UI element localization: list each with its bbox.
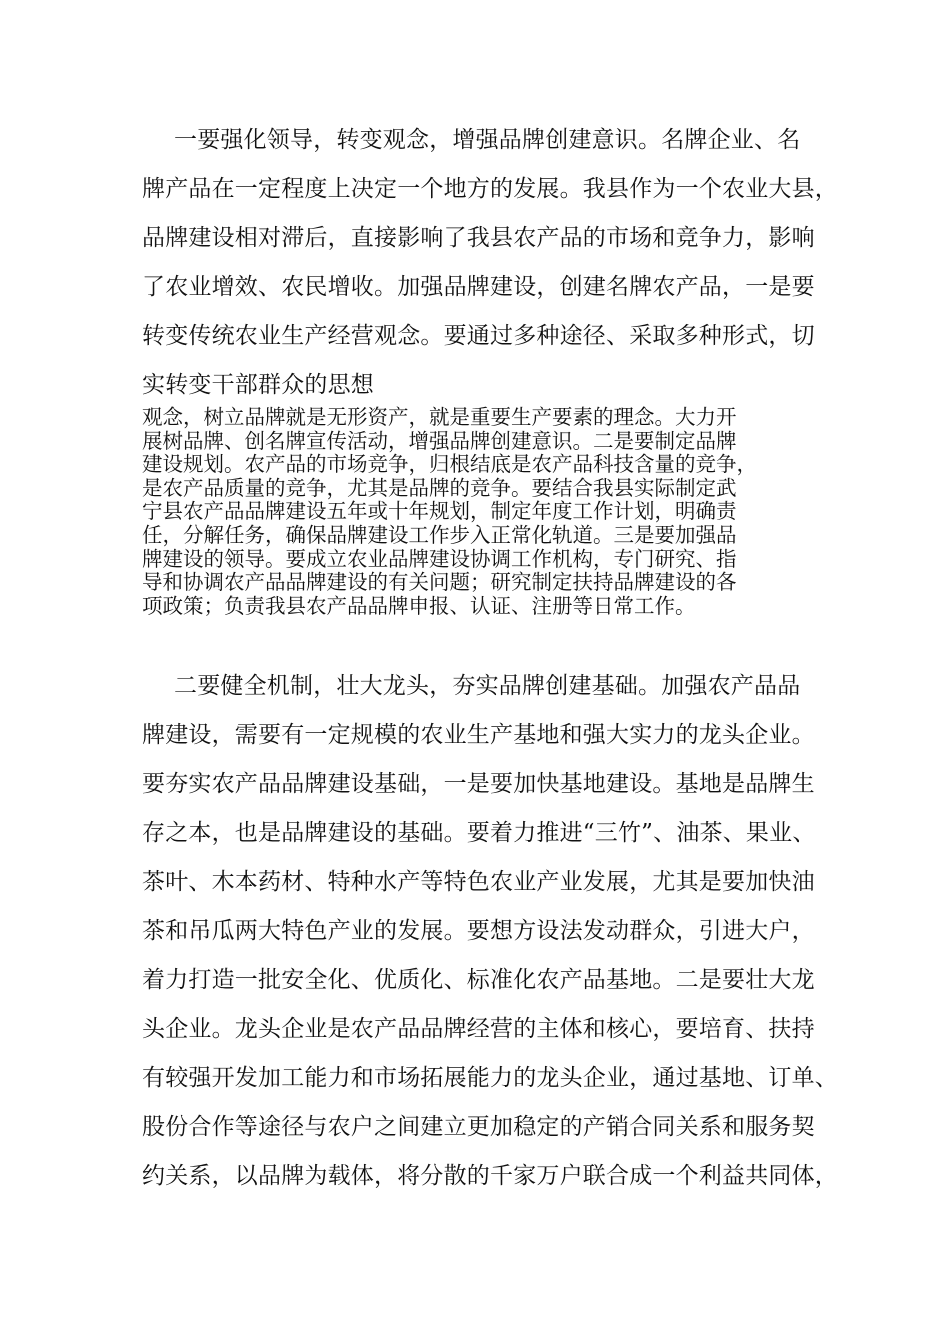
paragraph-2-line-5: 宁县农产品品牌建设五年或十年规划，制定年度工作计划，明确责 <box>142 499 737 524</box>
paragraph-3-line-8: 头企业。龙头企业是农产品品牌经营的主体和核心，要培育、扶持 <box>142 1016 815 1042</box>
paragraph-3-line-4: 存之本，也是品牌建设的基础。要着力推进“三竹”、油茶、果业、 <box>142 820 816 846</box>
paragraph-2-line-7: 牌建设的领导。要成立农业品牌建设协调工作机构，专门研究、指 <box>142 546 737 571</box>
paragraph-3-line-6: 茶和吊瓜两大特色产业的发展。要想方设法发动群众，引进大户， <box>142 918 815 944</box>
paragraph-1-line-5: 转变传统农业生产经营观念。要通过多种途径、采取多种形式，切 <box>142 323 815 349</box>
paragraph-2-line-6: 任，分解任务，确保品牌建设工作步入正常化轨道。三是要加强品 <box>142 522 737 547</box>
paragraph-3-line-10: 股份合作等途径与农户之间建立更加稳定的产销合同关系和服务契 <box>142 1114 815 1140</box>
paragraph-3-line-2: 牌建设，需要有一定规模的农业生产基地和强大实力的龙头企业。 <box>142 722 815 748</box>
paragraph-2-line-4: 是农产品质量的竞争，尤其是品牌的竞争。要结合我县实际制定武 <box>142 475 737 500</box>
paragraph-2-line-2: 展树品牌、创名牌宣传活动，增强品牌创建意识。二是要制定品牌 <box>142 428 737 453</box>
paragraph-2-line-9: 项政策；负责我县农产品品牌申报、认证、注册等日常工作。 <box>142 593 696 618</box>
paragraph-3-line-5: 茶叶、木本药材、特种水产等特色农业产业发展，尤其是要加快油 <box>142 869 815 895</box>
paragraph-2-line-1: 观念，树立品牌就是无形资产，就是重要生产要素的理念。大力开 <box>142 405 737 429</box>
paragraph-3-line-9: 有较强开发加工能力和市场拓展能力的龙头企业，通过基地、订单、 <box>142 1065 838 1091</box>
paragraph-2-line-3: 建设规划。农产品的市场竞争，归根结底是农产品科技含量的竞争， <box>142 452 757 477</box>
paragraph-2-line-8: 导和协调农产品品牌建设的有关问题；研究制定扶持品牌建设的各 <box>142 570 737 595</box>
paragraph-1-line-1: 一要强化领导，转变观念，增强品牌创建意识。名牌企业、名 <box>174 127 801 153</box>
paragraph-2 <box>142 406 842 618</box>
paragraph-3-line-1: 二要健全机制，壮大龙头，夯实品牌创建基础。加强农产品品 <box>174 673 801 699</box>
paragraph-3-line-3: 要夯实农产品品牌建设基础，一是要加快基地建设。基地是品牌生 <box>142 771 815 797</box>
paragraph-3-line-7: 着力打造一批安全化、优质化、标准化农产品基地。二是要壮大龙 <box>142 967 815 993</box>
paragraph-1-line-6: 实转变干部群众的思想 <box>142 372 374 398</box>
paragraph-3-line-11: 约关系，以品牌为载体，将分散的千家万户联合成一个利益共同体， <box>142 1163 838 1189</box>
paragraph-1-line-3: 品牌建设相对滞后，直接影响了我县农产品的市场和竞争力，影响 <box>142 225 815 251</box>
paragraph-1-line-2: 牌产品在一定程度上决定一个地方的发展。我县作为一个农业大县， <box>142 176 838 202</box>
paragraph-1-line-4: 了农业增效、农民增收。加强品牌建设，创建名牌农产品，一是要 <box>142 274 815 300</box>
